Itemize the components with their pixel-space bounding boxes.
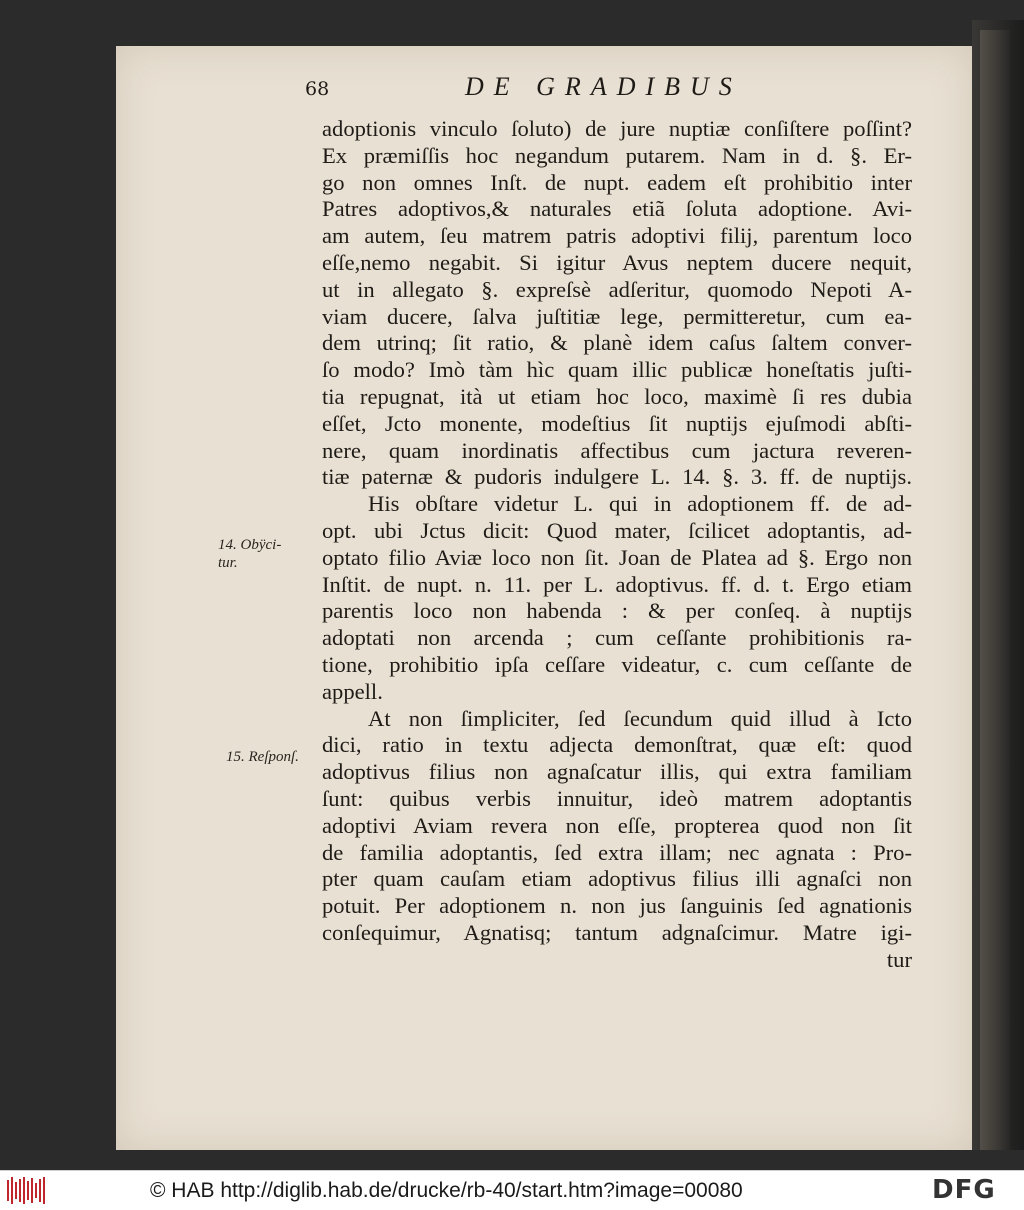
running-head: DE GRADIBUS	[465, 72, 742, 101]
catchword: tur	[886, 946, 912, 972]
text-line: adoptivi Aviam revera non eſſe, propterea quod non ſit	[322, 812, 912, 838]
page-number: 68	[305, 78, 330, 100]
text-line: opt. ubi Jctus dicit: Quod mater, ſcilicet adoptantis, ad-	[322, 517, 912, 543]
text-line: tiæ paternæ & pudoris indulgere L. 14. §. 3. ff. de nuptijs.	[322, 464, 912, 490]
text-line: ſo modo? Imò tàm hìc quam illic publicæ honeſtatis juſti-	[322, 357, 912, 383]
text-line: adoptionis vinculo ſoluto) de jure nuptiæ conſiſtere poſſint?	[322, 116, 912, 141]
text-line: dem utrinq; ſit ratio, & planè idem caſus ſaltem conver-	[322, 330, 912, 356]
text-line: pter quam cauſam etiam adoptivus filius illi agnaſci non	[322, 866, 912, 892]
text-line: parentis loco non habenda : & per conſeq. à nuptijs	[322, 598, 912, 624]
text-line: At non ſimpliciter, ſed ſecundum quid illud à Icto	[368, 705, 912, 731]
text-line: Ex præmiſſis hoc negandum putarem. Nam in d. §. Er-	[322, 142, 912, 168]
adjacent-page-strip	[980, 30, 1010, 1150]
text-line: His obſtare videtur L. qui in adoptionem ff. de ad-	[368, 491, 912, 517]
text-line: appell.	[322, 678, 383, 704]
text-line: adoptati non arcenda ; cum ceſſante prohibitionis ra-	[322, 625, 912, 651]
text-line: go non omnes Inſt. de nupt. eadem eſt prohibitio inter	[322, 169, 912, 195]
text-line: adoptivus filius non agnaſcatur illis, qui extra familiam	[322, 759, 912, 785]
text-line: de familia adoptantis, ſed extra illam; nec agnata : Pro-	[322, 839, 912, 865]
text-line: Inſtit. de nupt. n. 11. per L. adoptivus. ff. d. t. Ergo etiam	[322, 571, 912, 597]
margin-note-responsio: 15. Reſponſ.	[226, 749, 299, 765]
footer-bar	[0, 1170, 1024, 1210]
text-line: ut in allegato §. expreſsè adſeritur, quomodo Nepoti A-	[322, 276, 912, 302]
text-line: viam ducere, ſalva juſtitiæ lege, permitteretur, cum ea-	[322, 303, 912, 329]
text-line: dici, ratio in textu adjecta demonſtrat, quæ eſt: quod	[322, 732, 912, 758]
text-line: conſequimur, Agnatisq; tantum adgnaſcimur. Matre igi-	[322, 919, 912, 945]
text-line: tione, prohibitio ipſa ceſſare videatur, c. cum ceſſante de	[322, 651, 912, 677]
text-line: tia repugnat, ità ut etiam hoc loco, maximè ſi res dubia	[322, 383, 912, 409]
text-line: am autem, ſeu matrem patris adoptivi filij, parentum loco	[322, 223, 912, 249]
dfg-logo: DFG	[932, 1175, 996, 1205]
text-line: nere, quam inordinatis affectibus cum jactura reveren-	[322, 437, 912, 463]
copyright-url-text: © HAB http://diglib.hab.de/drucke/rb-40/start.htm?image=00080	[150, 1179, 743, 1202]
page-body-text	[322, 116, 912, 974]
text-line: ſunt: quibus verbis innuitur, ideò matrem adoptantis	[322, 785, 912, 811]
text-line: eſſet, Jcto monente, modeſtius ſit nuptijs ejuſmodi abſti-	[322, 410, 912, 436]
text-line: potuit. Per adoptionem n. non jus ſanguinis ſed agnationis	[322, 893, 912, 919]
page-header	[305, 72, 745, 112]
text-line: eſſe,nemo negabit. Si igitur Avus neptem ducere nequit,	[322, 249, 912, 275]
margin-note-objicitur: 14. Obÿci- tur.	[218, 537, 282, 571]
text-line: optato filio Aviæ loco non ſit. Joan de Platea ad §. Ergo non	[322, 544, 912, 570]
text-line: Patres adoptivos,& naturales etiã ſoluta adoptione. Avi-	[322, 196, 912, 222]
hab-barcode-logo-icon	[6, 1177, 46, 1204]
